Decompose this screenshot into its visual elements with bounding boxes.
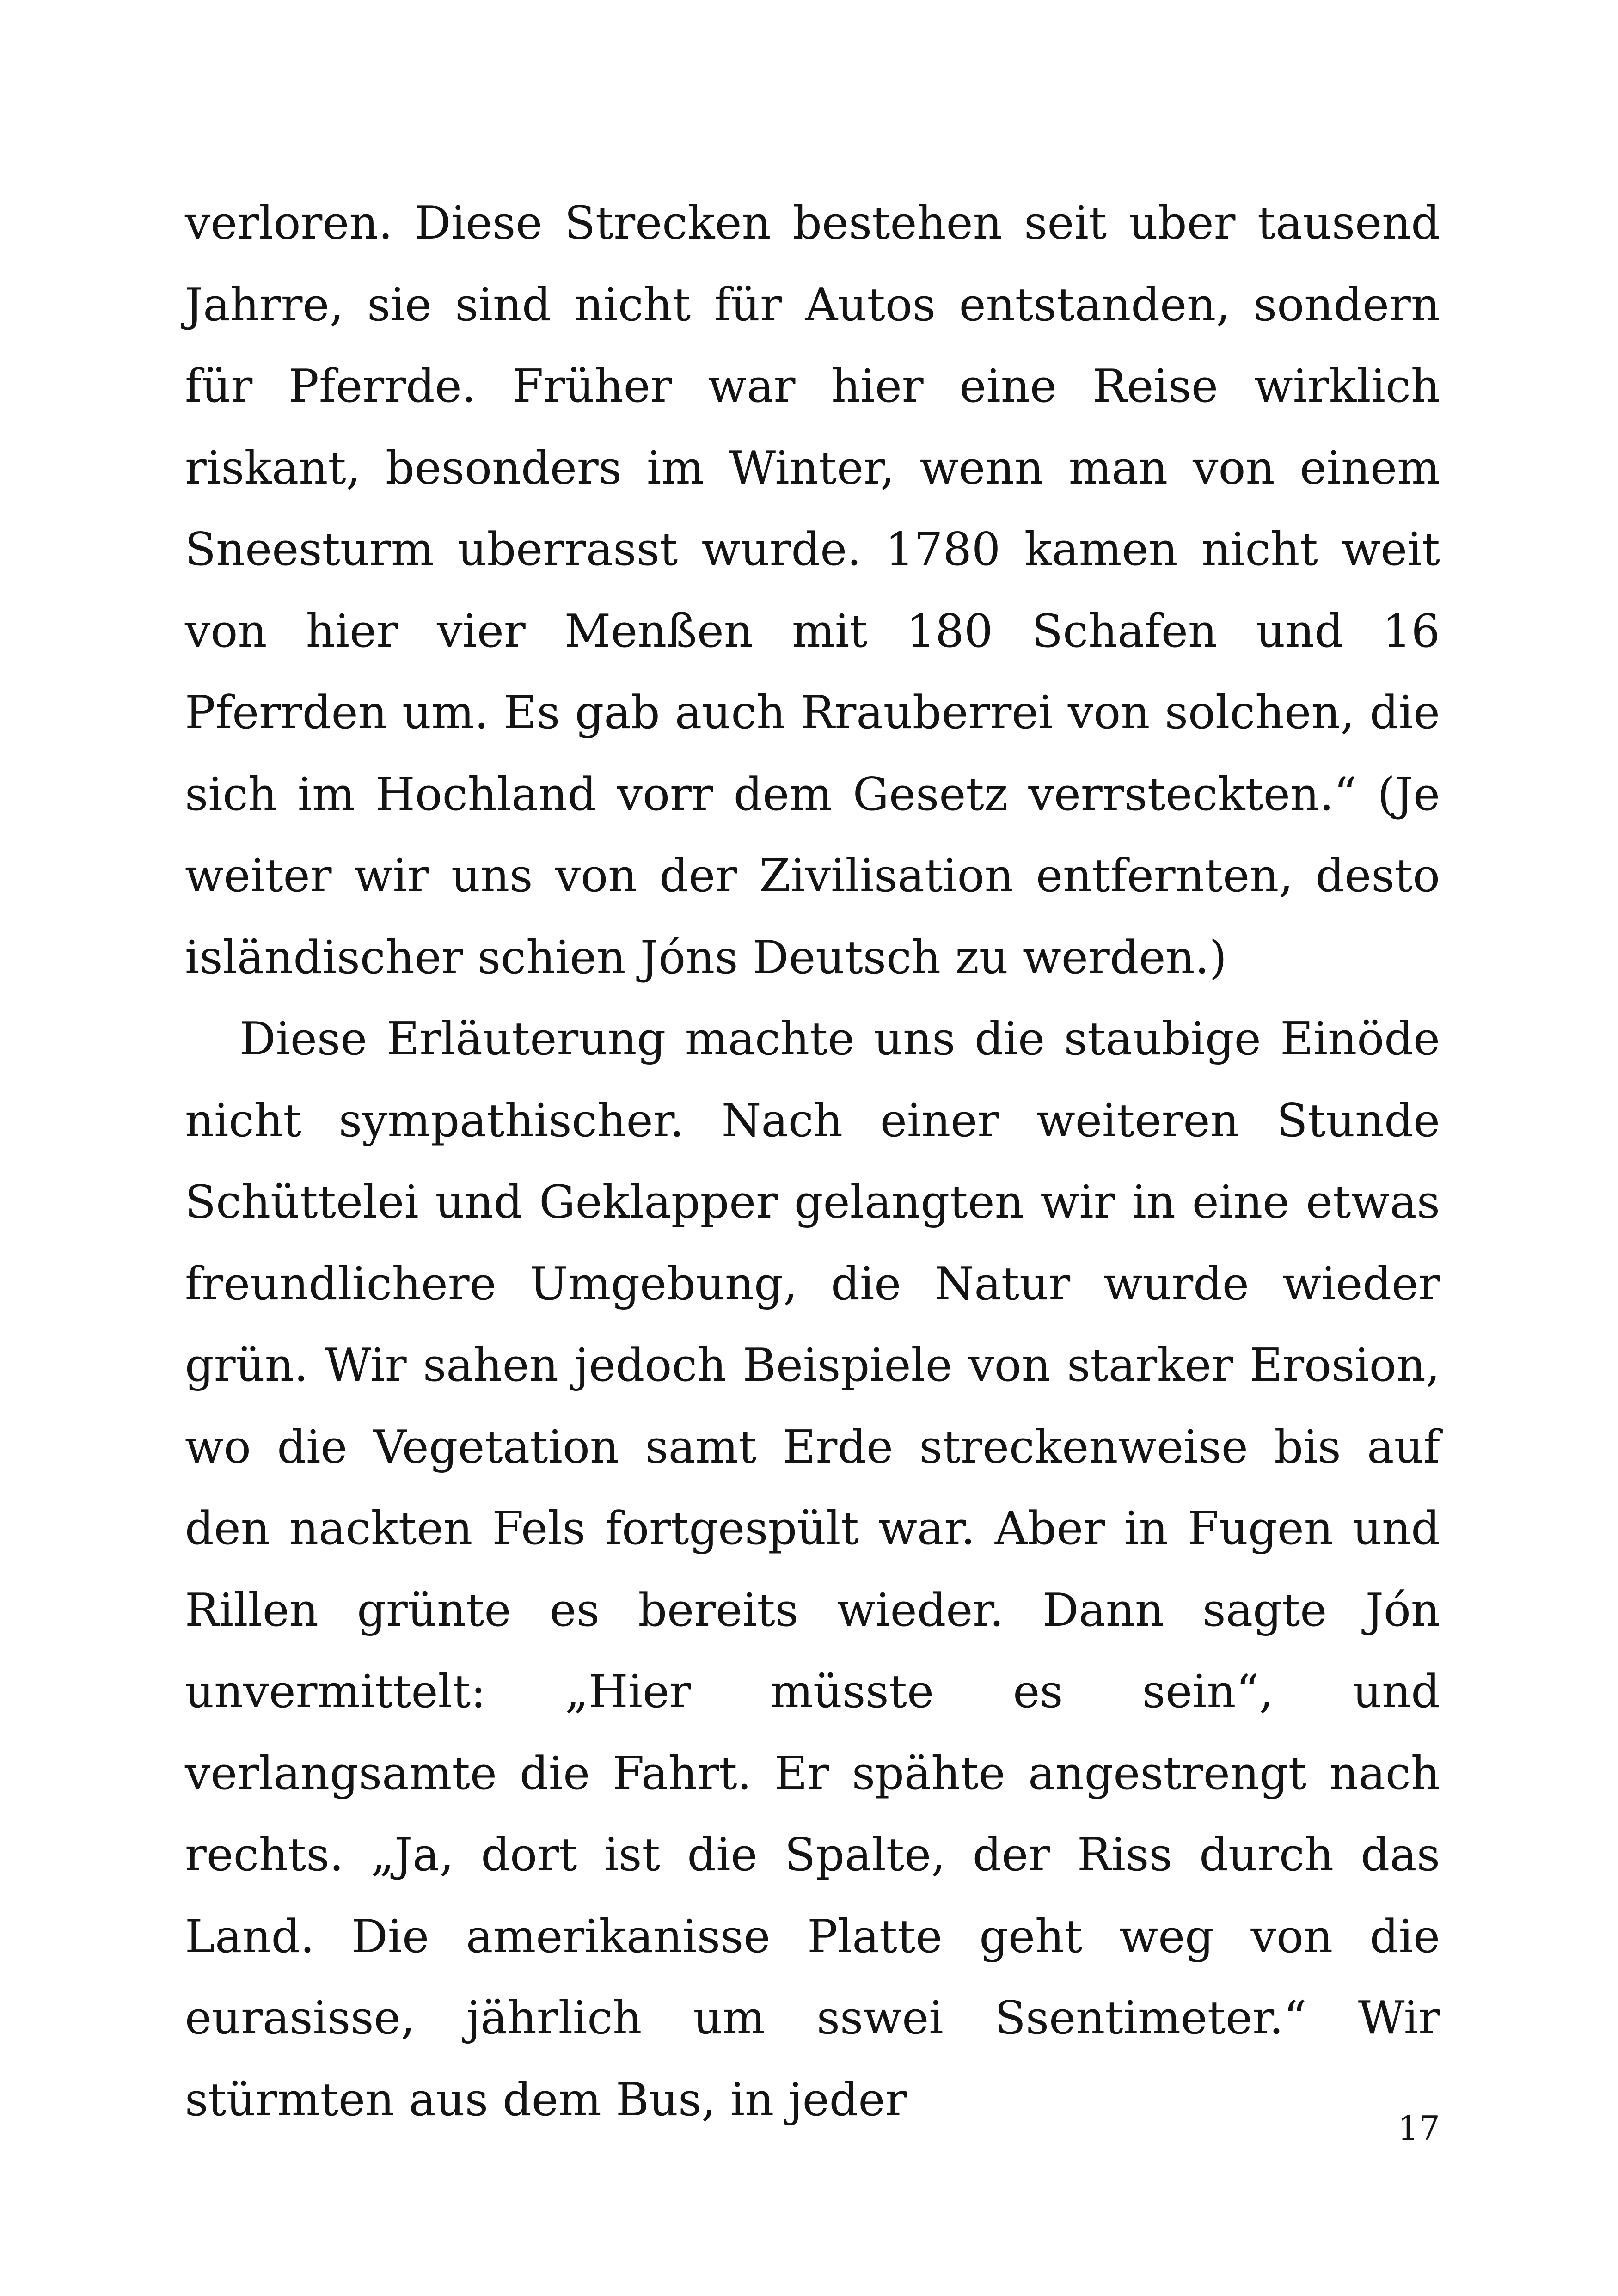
paragraph-1: verloren. Diese Strecken bestehen seit uber tausend Jahrre, sie sind nicht für Autos entstanden, sondern für Pferrde. Früher war hier eine Reise wirklich riskant, besonders im Winter, wenn man von einem Sneesturm uberrasst wurde. 1780 kamen nicht weit von hier vier Menßen mit 180 Schafen und 16 Pferrden um. Es gab auch Rrauberrei von solchen, die sich im Hochland vorr dem Gesetz verrsteckten.“ (Je weiter wir uns von der Zivilisation entfernten, desto isländischer schien Jóns Deutsch zu werden.)	[185, 197, 1440, 984]
page-number: 17	[1397, 2109, 1440, 2148]
paragraph-2: Diese Erläuterung machte uns die staubige Einöde nicht sympathischer. Nach einer weiteren Stunde Schüttelei und Geklapper gelangten wir in eine etwas freundlichere Umgebung, die Natur wurde wieder grün. Wir sahen jedoch Beispiele von starker Erosion, wo die Vegetation samt Erde streckenweise bis auf den nackten Fels fortgespült war. Aber in Fugen und Rillen grünte es bereits wieder. Dann sagte Jón unvermittelt: „Hier müsste es sein“, und verlangsamte die Fahrt. Er spähte angestrengt nach rechts. „Ja, dort ist die Spalte, der Riss durch das Land. Die amerikanisse Platte geht weg von die eurasisse, jährlich um sswei Ssentimeter.“ Wir stürmten aus dem Bus, in jeder	[185, 1013, 1440, 2126]
body-text	[185, 183, 1440, 2141]
